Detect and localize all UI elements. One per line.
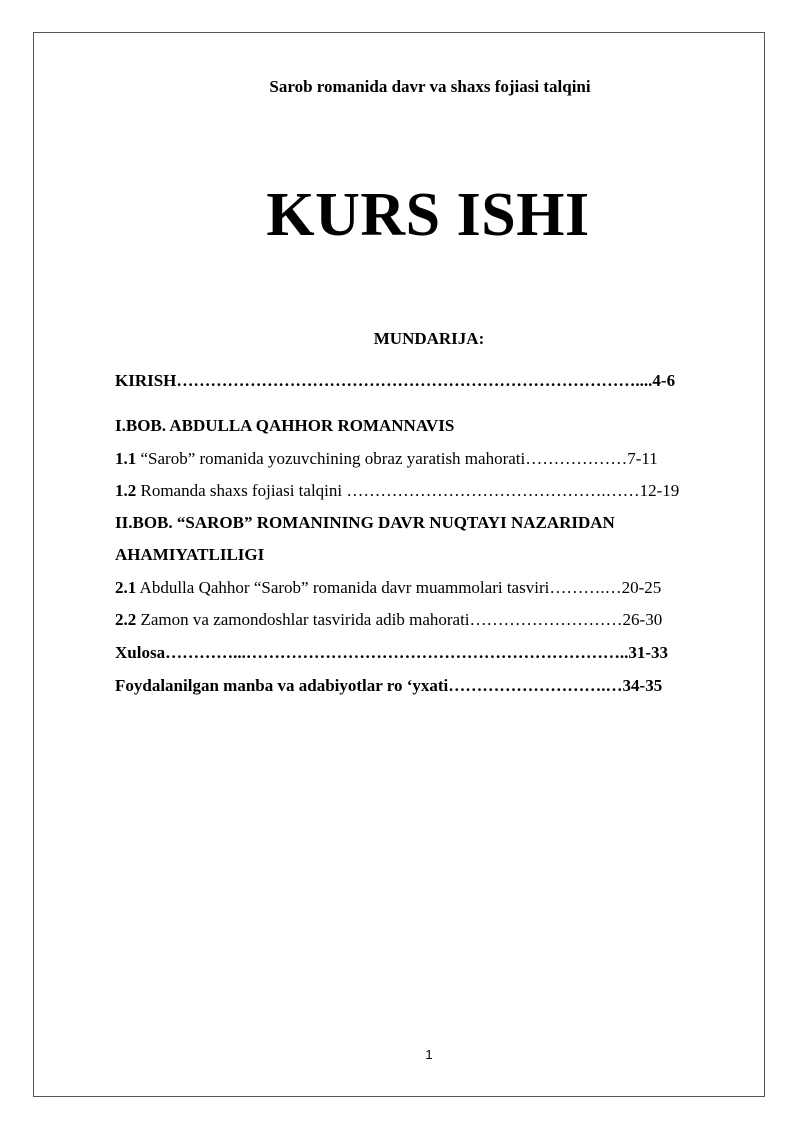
toc-entry-text: Zamon va zamondoshlar tasvirida adib mahorati………………………26-30 bbox=[136, 610, 663, 629]
toc-entry-chapter-2 bbox=[115, 513, 735, 533]
toc-entry-text: Xulosa…………...…………………………………………………………..31-33 bbox=[115, 643, 668, 662]
toc-entry-text: Foydalanilgan manba va adabiyotlar ro ‘yxati……………………….…34-35 bbox=[115, 676, 663, 695]
toc-entry-text: I.BOB. ABDULLA QAHHOR ROMANNAVIS bbox=[115, 416, 455, 435]
toc-entry-chapter-1 bbox=[115, 416, 735, 436]
toc-entry-1-2 bbox=[115, 481, 735, 501]
toc-entry-text: Abdulla Qahhor “Sarob” romanida davr muammolari tasviri……….…20-25 bbox=[136, 578, 662, 597]
toc-heading: MUNDARIJA: bbox=[373, 329, 485, 348]
toc-entry-number: 2.2 bbox=[115, 610, 137, 629]
document-subtitle: Sarob romanida davr va shaxs fojiasi talqini bbox=[269, 77, 591, 96]
toc-entry-text: AHAMIYATLILIGI bbox=[115, 545, 265, 564]
toc-entry-1-1 bbox=[115, 449, 735, 469]
toc-entry-number: 1.1 bbox=[115, 449, 137, 468]
toc-entry-text: KIRISH………………………………………………………………………....4-6 bbox=[115, 371, 676, 390]
toc-entry-number: 1.2 bbox=[115, 481, 137, 500]
toc-entry-text: II.BOB. “SAROB” ROMANINING DAVR NUQTAYI NAZARIDAN bbox=[115, 513, 615, 532]
toc-entry-adabiyotlar bbox=[115, 676, 735, 696]
toc-entry-chapter-2-cont bbox=[115, 545, 735, 565]
document-title: KURS ISHI bbox=[266, 181, 590, 249]
toc-entry-kirish bbox=[115, 371, 735, 391]
toc-entry-text: “Sarob” romanida yozuvchining obraz yaratish mahorati………………7-11 bbox=[136, 449, 658, 468]
toc-entry-2-2 bbox=[115, 610, 735, 630]
toc-entry-number: 2.1 bbox=[115, 578, 137, 597]
page-number: 1 bbox=[425, 1047, 433, 1062]
toc-entry-2-1 bbox=[115, 578, 735, 598]
toc-entry-text: Romanda shaxs fojiasi talqini ……………………………………….……12-19 bbox=[136, 481, 680, 500]
toc-entry-xulosa bbox=[115, 643, 735, 663]
